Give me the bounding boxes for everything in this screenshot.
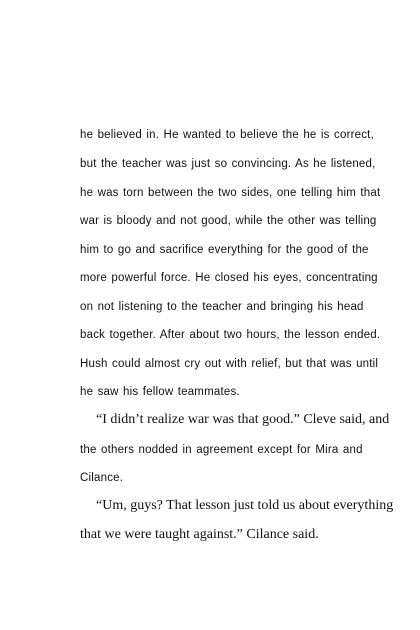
- text-line: but the teacher was just so convincing. As he listened,: [80, 158, 376, 170]
- text-line: Hush could almost cry out with relief, but that was until: [80, 358, 379, 370]
- dialogue-line: “Um, guys? That lesson just told us about everything: [96, 498, 394, 513]
- text-line: him to go and sacrifice everything for the good of the: [80, 244, 369, 256]
- text-line: more powerful force. He closed his eyes, concentrating: [80, 272, 378, 284]
- text-line: back together. After about two hours, the lesson ended.: [80, 329, 381, 341]
- text-line: war is bloody and not good, while the other was telling: [80, 215, 377, 227]
- text-line: he was torn between the two sides, one telling him that: [80, 187, 381, 199]
- text-line: he believed in. He wanted to believe the he is correct,: [80, 129, 374, 141]
- dialogue-line: that we were taught against.” Cilance said.: [80, 527, 319, 542]
- text-line: Cilance.: [80, 472, 124, 484]
- text-line: the others nodded in agreement except for Mira and: [80, 444, 363, 456]
- text-line: on not listening to the teacher and bringing his head: [80, 301, 364, 313]
- dialogue-line: “I didn’t realize war was that good.” Cleve said, and: [96, 412, 390, 427]
- text-line: he saw his fellow teammates.: [80, 386, 240, 398]
